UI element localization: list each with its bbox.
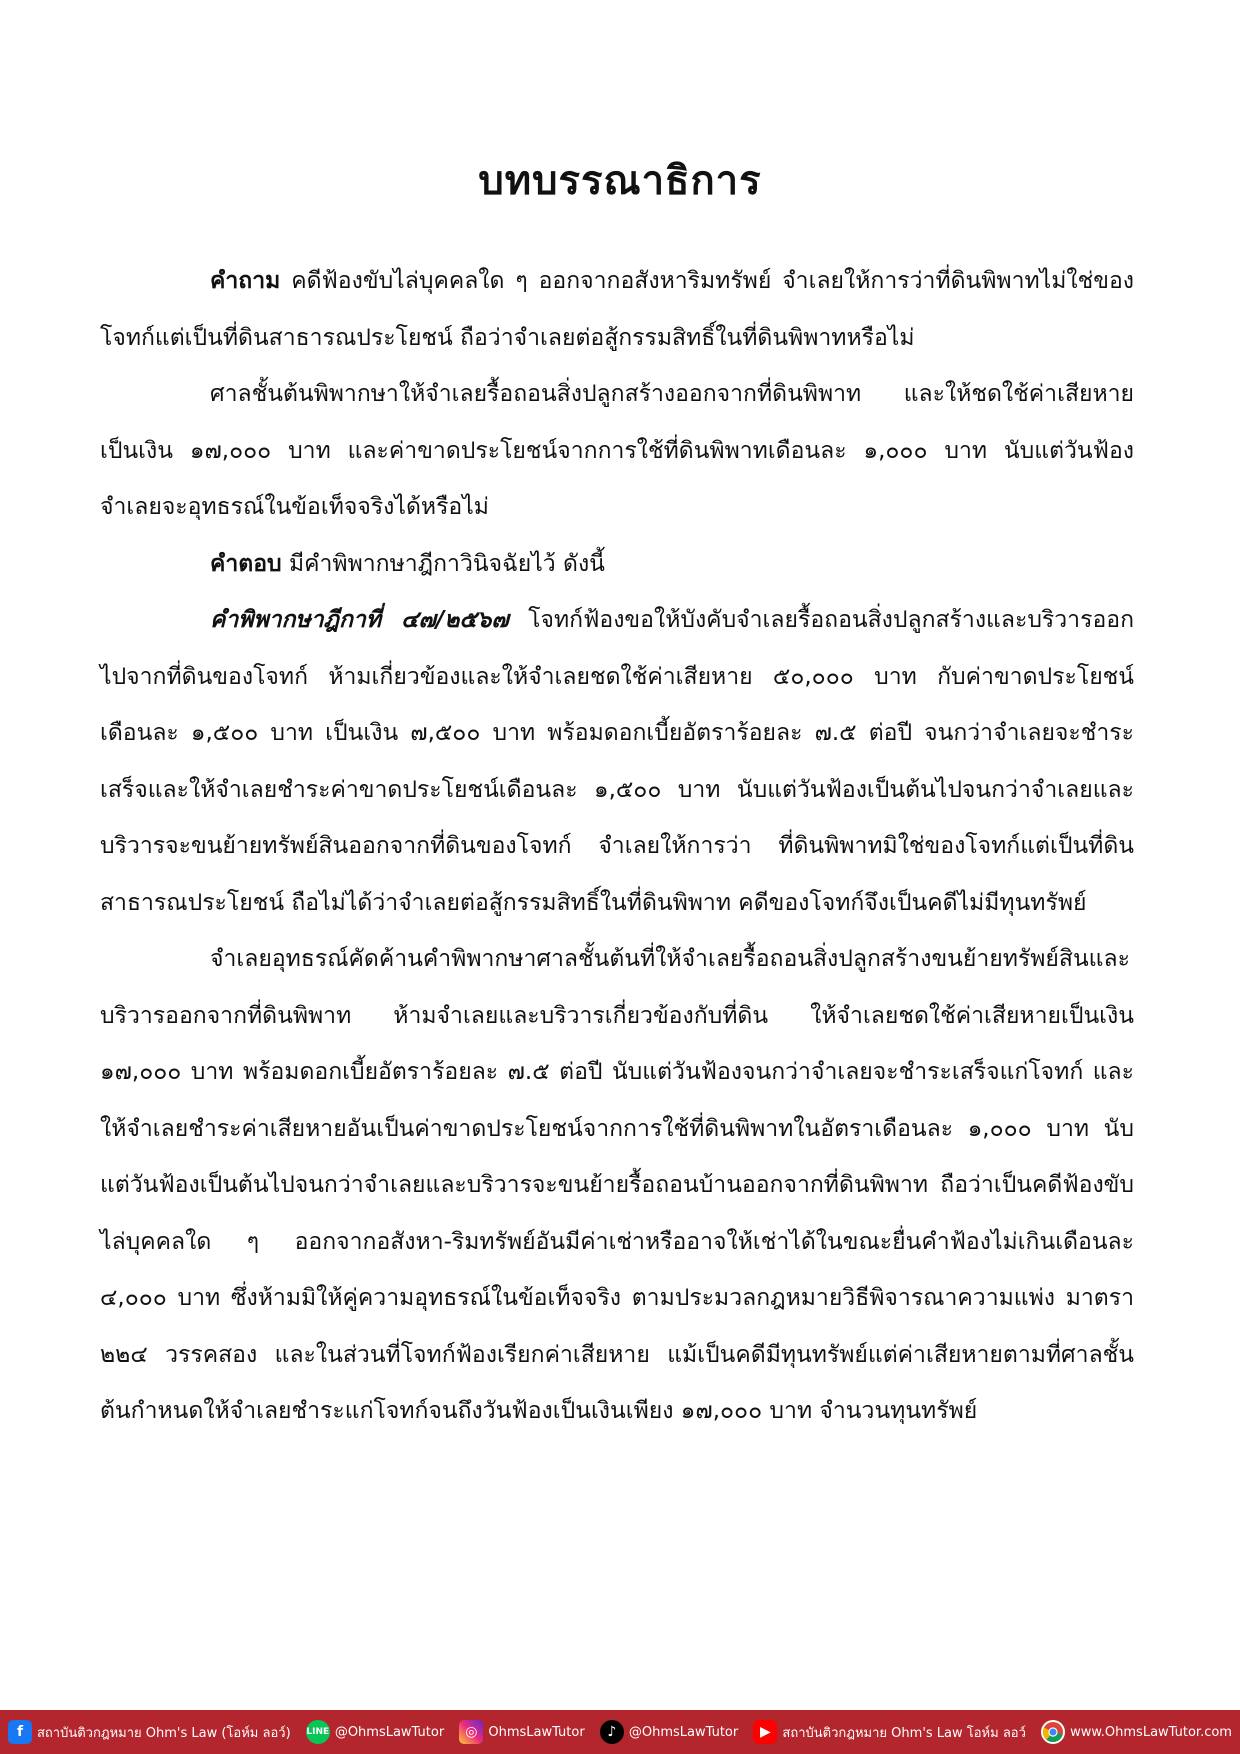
footer-youtube[interactable]: [753, 1720, 1026, 1744]
case-label: คำพิพากษาฎีกาที่ ๔๗/๒๕๖๗: [210, 607, 509, 633]
footer-instagram[interactable]: [459, 1720, 584, 1744]
question-label: คำถาม: [210, 268, 281, 294]
footer-bar: [0, 1710, 1240, 1754]
question-paragraph: [100, 253, 1134, 366]
footer-website-text: www.OhmsLawTutor.com: [1070, 1724, 1232, 1740]
case-text: โจทก์ฟ้องขอให้บังคับจำเลยรื้อถอนสิ่งปลูกสร้างและบริวารออกไปจากที่ดินของโจทก์ ห้ามเกี่ยวข้องและให้จำเลยชดใช้ค่าเสียหาย ๕๐,๐๐๐ บาท กับค่าขาดประโยชน์เดือนละ ๑,๕๐๐ บาท เป็นเงิน ๗,๕๐๐ บาท พร้อมดอกเบี้ยอัตราร้อยละ ๗.๕ ต่อปี จนกว่าจำเลยจะชำระเสร็จและให้จำเลยชำระค่าขาดประโยชน์เดือนละ ๑,๕๐๐ บาท นับแต่วันฟ้องเป็นต้นไปจนกว่าจำเลยและบริวารจะขนย้ายทรัพย์สินออกจากที่ดินของโจทก์ จำเลยให้การว่า ที่ดินพิพาทมิใช่ของโจทก์แต่เป็นที่ดินสาธารณประโยชน์ ถือไม่ได้ว่าจำเลยต่อสู้กรรมสิทธิ์ในที่ดินพิพาท คดีของโจทก์จึงเป็นคดีไม่มีทุนทรัพย์: [100, 607, 1135, 916]
footer-tiktok[interactable]: [600, 1720, 738, 1744]
page-title: บทบรรณาธิการ: [478, 158, 762, 204]
youtube-icon: ▶: [753, 1720, 777, 1744]
lower-court-paragraph: [100, 366, 1134, 536]
footer-instagram-text: OhmsLawTutor: [488, 1724, 585, 1740]
document-body: [100, 253, 1134, 1440]
case-paragraph: [100, 592, 1134, 931]
answer-label: คำตอบ: [210, 550, 282, 577]
tiktok-icon: ♪: [600, 1720, 624, 1744]
facebook-icon: f: [8, 1720, 32, 1744]
appeal-text: จำเลยอุทธรณ์คัดค้านคำพิพากษาศาลชั้นต้นที่ให้จำเลยรื้อถอนสิ่งปลูกสร้างขนย้ายทรัพย์สินและบริวารออกจากที่ดินพิพาท ห้ามจำเลยและบริวารเกี่ยวข้องกับที่ดิน ให้จำเลยชดใช้ค่าเสียหายเป็นเงิน ๑๗,๐๐๐ บาท พร้อมดอกเบี้ยอัตราร้อยละ ๗.๕ ต่อปี นับแต่วันฟ้องจนกว่าจำเลยจะชำระเสร็จแก่โจทก์ และให้จำเลยชำระค่าเสียหายอันเป็นค่าขาดประโยชน์จากการใช้ที่ดินพิพาทในอัตราเดือนละ ๑,๐๐๐ บาท นับแต่วันฟ้องเป็นต้นไปจนกว่าจำเลยและบริวารจะขนย้ายรื้อถอนบ้านออกจากที่ดินพิพาท ถือว่าเป็นคดีฟ้องขับไล่บุคคลใด ๆ ออกจากอสังหา-ริมทรัพย์อันมีค่าเช่าหรืออาจให้เช่าได้ในขณะยื่นคำฟ้องไม่เกินเดือนละ ๔,๐๐๐ บาท ซึ่งห้ามมิให้คู่ความอุทธรณ์ในข้อเท็จจริง ตามประมวลกฎหมายวิธีพิจารณาความแพ่ง มาตรา ๒๒๔ วรรคสอง และในส่วนที่โจทก์ฟ้องเรียกค่าเสียหาย แม้เป็นคดีมีทุนทรัพย์แต่ค่าเสียหายตามที่ศาลชั้นต้นกำหนดให้จำเลยชำระแก่โจทก์จนถึงวันฟ้องเป็นเงินเพียง ๑๗,๐๐๐ บาท จำนวนทุนทรัพย์: [100, 946, 1134, 1424]
appeal-paragraph: [100, 931, 1134, 1440]
answer-paragraph: [100, 536, 1134, 593]
footer-facebook[interactable]: [8, 1720, 291, 1744]
chrome-logo-svg: [1042, 1721, 1064, 1743]
lower-court-text: ศาลชั้นต้นพิพากษาให้จำเลยรื้อถอนสิ่งปลูกสร้างออกจากที่ดินพิพาท และให้ชดใช้ค่าเสียหายเป็นเงิน ๑๗,๐๐๐ บาท และค่าขาดประโยชน์จากการใช้ที่ดินพิพาทเดือนละ ๑,๐๐๐ บาท นับแต่วันฟ้อง จำเลยจะอุทธรณ์ในข้อเท็จจริงได้หรือไม่: [100, 381, 1134, 520]
footer-line-text: @OhmsLawTutor: [334, 1724, 445, 1740]
footer-tiktok-text: @OhmsLawTutor: [628, 1724, 739, 1740]
footer-line[interactable]: [306, 1720, 444, 1744]
footer-facebook-text: สถาบันติวกฎหมาย Ohm's Law (โอห์ม ลอว์): [37, 1725, 291, 1741]
question-text: คดีฟ้องขับไล่บุคคลใด ๆ ออกจากอสังหาริมทรัพย์ จำเลยให้การว่าที่ดินพิพาทไม่ใช่ของโจทก์แต่เป็นที่ดินสาธารณประโยชน์ ถือว่าจำเลยต่อสู้กรรมสิทธิ์ในที่ดินพิพาทหรือไม่: [100, 268, 1134, 351]
answer-text: มีคำพิพากษาฎีกาวินิจฉัยไว้ ดังนี้: [281, 550, 605, 577]
line-icon: LINE: [306, 1720, 330, 1744]
footer-website[interactable]: [1041, 1720, 1232, 1744]
footer-youtube-text: สถาบันติวกฎหมาย Ohm's Law โอห์ม ลอว์: [782, 1725, 1026, 1741]
chrome-icon: [1041, 1720, 1065, 1744]
instagram-icon: ◎: [459, 1720, 483, 1744]
